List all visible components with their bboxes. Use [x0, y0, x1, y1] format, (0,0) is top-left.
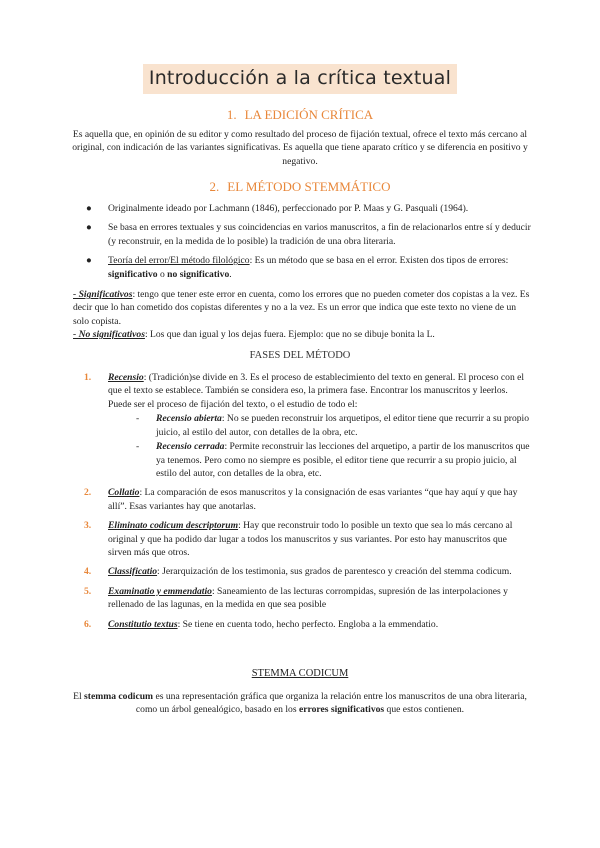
section-label: LA EDICIÓN CRÍTICA — [244, 107, 374, 122]
phase-term: Eliminato codicum descriptorum — [108, 520, 239, 532]
phase-number: 5. — [84, 585, 92, 597]
bullet-strong: significativo — [108, 268, 158, 280]
phase-item — [84, 519, 530, 559]
section-label: EL MÉTODO STEMMÁTICO — [227, 179, 391, 194]
phase-extra: Puede ser el proceso de fijación del texto, o el estudio de todo el: — [108, 398, 358, 410]
phase-term: Constitutio textus — [108, 618, 178, 630]
bullet-dot: ● — [86, 222, 92, 234]
phase-item — [84, 565, 530, 578]
section-number: 1. — [226, 107, 237, 122]
phase-text: : Jerarquización de los testimonia, sus grados de parentesco y creación del stemma codicum. — [157, 566, 512, 578]
sub-dash: - — [136, 413, 140, 425]
phase-text: : (Tradición)se divide en 3. Es el proceso de establecimiento del texto en general. El proceso con el que el texto se establece. También se considera eso, la primera fase. Encontrar los manuscritos y leerlos. — [108, 372, 525, 397]
stemma-text: El — [73, 691, 85, 702]
definition-term: - No significativos — [73, 329, 145, 341]
bullet-dot: ● — [86, 203, 92, 214]
phase-list — [84, 371, 530, 637]
section-number: 2. — [209, 179, 220, 194]
phase-item — [84, 585, 530, 612]
intro-paragraph: Es aquella que, en opinión de su editor y como resultado del proceso de fijación textual, ofrece el texto más cercano al original, con indicación de las variantes significativas. Es aquella que tiene aparato crítico y se diferencia en positivo y negativo. — [72, 129, 528, 167]
sub-text: : Permite reconstruir las lecciones del arquetipo, a partir de los manuscritos que ya tenemos. Pero como no siempre es posible, el editor tiene que recurrir a su propio juicio, al estilo del autor, con detalles de la obra, etc. — [156, 441, 530, 479]
definition-text: : tengo que tener este error en cuenta, como los errores que no pueden cometer dos copistas a la vez. Es decir que lo han cometido dos copistas diferentes y no a la vez. Es un error que indica que este texto no viene de un solo copista. — [73, 289, 530, 327]
list-item — [74, 254, 534, 281]
definition-term: - Significativos — [73, 289, 133, 300]
phase-number: 3. — [84, 520, 92, 532]
phase-item — [84, 371, 530, 480]
phase-term: Examinatio y emmendatio — [108, 585, 212, 597]
bullet-text: : Es un método que se basa en el error. Existen dos tipos de errores: — [249, 255, 509, 267]
phase-text: : La comparación de esos manuscritos y la consignación de esas variantes “que hay aquí y que hay allí”. Esas variantes hay que anotarlas. — [108, 487, 518, 512]
stemma-strong: stemma codicum — [84, 691, 154, 702]
phase-number: 6. — [84, 618, 92, 630]
bullet-strong: no significativo — [167, 268, 230, 280]
sub-term: Recensio cerrada — [156, 441, 225, 453]
definition-text: : Los que dan igual y los dejas fuera. Ejemplo: que no se dibuje bonita la L. — [144, 329, 435, 341]
stemma-heading-text: STEMMA CODICUM — [251, 668, 349, 679]
list-item — [74, 221, 534, 248]
phase-text: : Saneamiento de las lecturas corrompidas, supresión de las interpolaciones y rellenado de las lagunas, en la medida en que sea posible — [108, 585, 508, 611]
stemma-text: que estos contienen. — [384, 704, 465, 716]
phase-text: : Se tiene en cuenta todo, hecho perfecto. Engloba a la emmendatio. — [177, 618, 439, 630]
phase-item — [84, 486, 530, 513]
phase-number: 1. — [84, 372, 92, 383]
sub-item — [108, 412, 530, 439]
sub-item — [108, 440, 530, 480]
definitions — [73, 288, 533, 342]
definition-significativos — [73, 288, 533, 328]
fases-heading: FASES DEL MÉTODO — [249, 350, 351, 361]
phase-term: Collatio — [108, 487, 140, 499]
phase-number: 4. — [84, 566, 92, 578]
phase-term: Classificatio — [108, 566, 158, 578]
phase-text: : Hay que reconstruir todo lo posible un texto que sea lo más cercano al original y que ha podido dar lugar a todos los manuscritos y sus variantes. Por esto hay manuscritos que sirven más que otros. — [108, 520, 513, 559]
bullet-text: Se basa en errores textuales y sus coincidencias en varios manuscritos, a fin de relacionarlos entre sí y deducir (y reconstruir, en la medida de lo posible) la tradición de una obra literaria. — [108, 222, 531, 247]
sub-term: Recensio abierta — [156, 413, 222, 425]
section-heading-1 — [0, 106, 600, 124]
phase-term: Recensio — [108, 372, 144, 383]
bullet-text: . — [229, 268, 232, 280]
definition-no-significativos — [73, 328, 533, 341]
section-heading-2 — [0, 178, 600, 196]
bullet-list — [74, 202, 534, 287]
page-title: Introducción a la crítica textual — [143, 64, 457, 94]
list-item — [74, 202, 534, 215]
sub-text: : No se pueden reconstruir los arquetipos, el editor tiene que recurrir a su propio juicio, al estilo del autor, con detalles de la obra, etc. — [156, 413, 529, 438]
phase-item — [84, 618, 530, 631]
stemma-strong: errores significativos — [298, 704, 385, 716]
stemma-heading — [0, 667, 600, 682]
stemma-text: es una representación gráfica que organiza la relación entre los manuscritos de una obra literaria, como un árbol genealógico, basado en los — [135, 691, 527, 716]
stemma-paragraph — [70, 690, 530, 717]
title-wrap — [0, 64, 600, 94]
sub-dash: - — [136, 441, 140, 453]
bullet-lead: Teoría del error/El método filológico — [108, 255, 250, 267]
bullet-text: o — [157, 268, 168, 280]
bullet-text: Originalmente ideado por Lachmann (1846), perfeccionado por P. Maas y G. Pasquali (1964). — [108, 203, 469, 214]
bullet-dot: ● — [86, 255, 92, 267]
phase-number: 2. — [84, 487, 92, 499]
